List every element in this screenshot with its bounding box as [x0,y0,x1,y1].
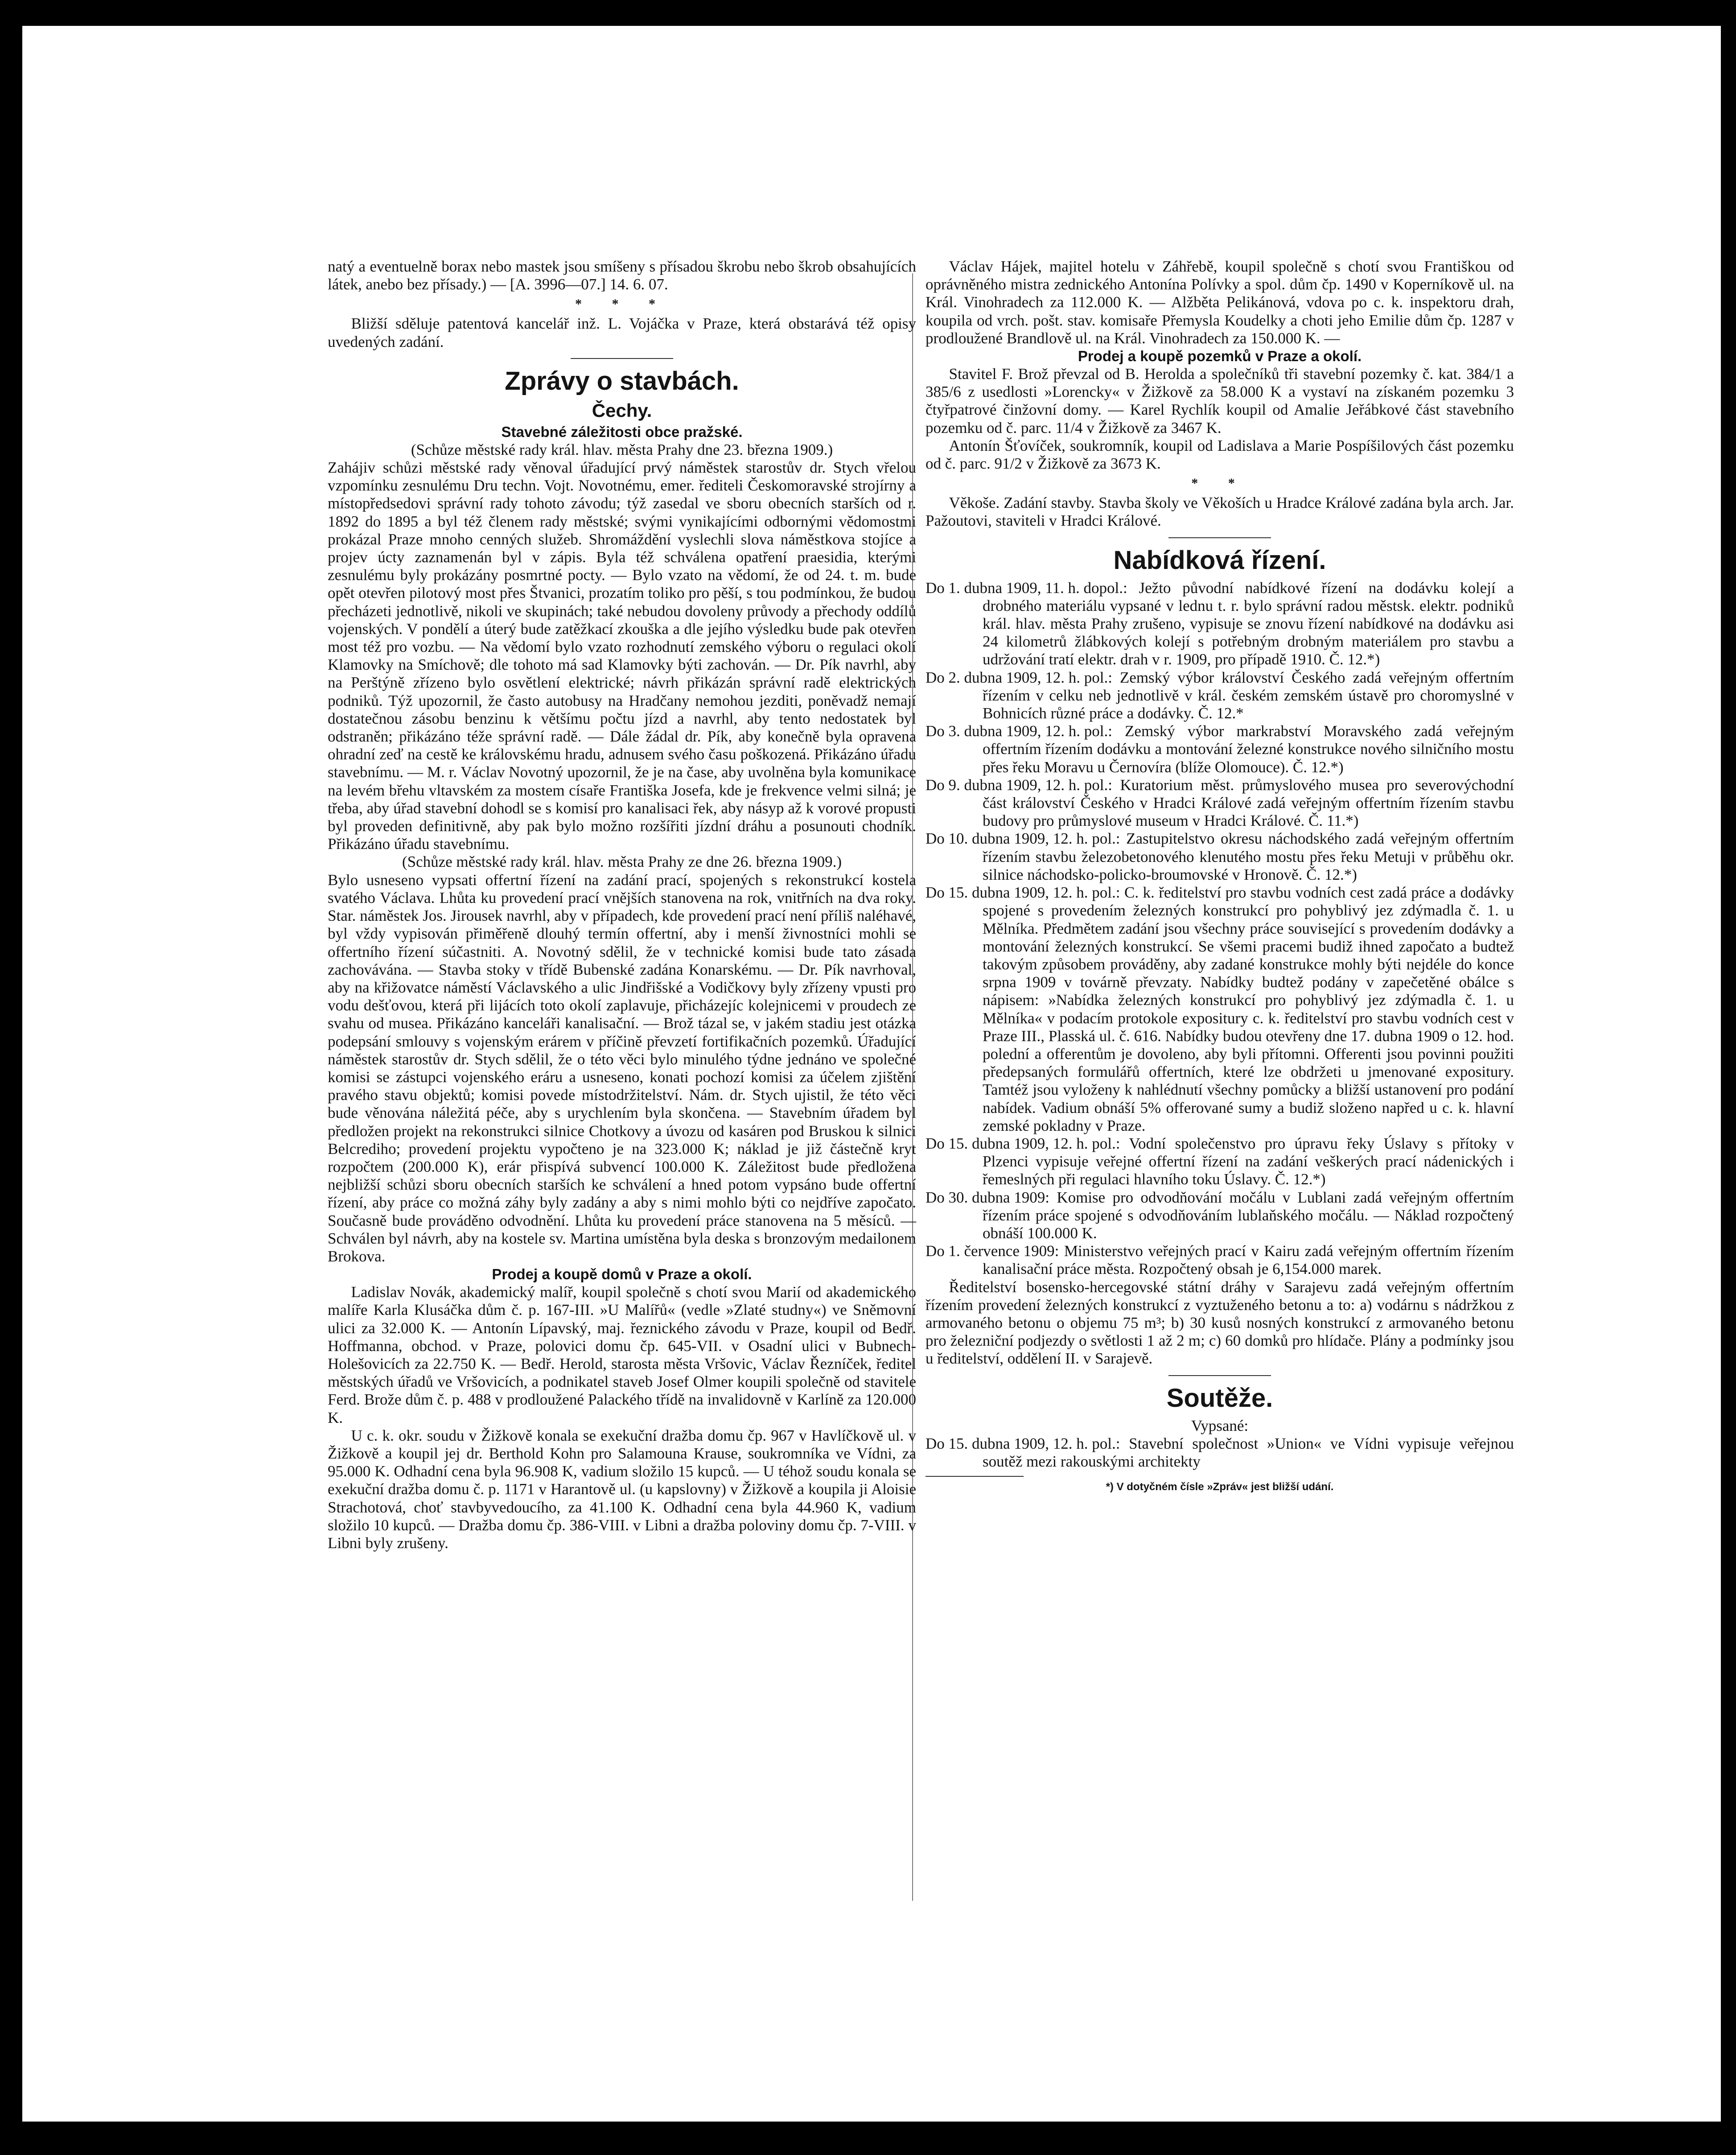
auction-text: U c. k. okr. soudu v Žižkově konala se exekuční dražba domu čp. 967 v Havlíčkově ul. v Žižkově a koupil jej dr. Berthold Kohn pro Salamouna Krause, soukromníka ve Vídni, za 95.000 K. Odhadní cena byla 96.908 K, vadium složilo 15 kupců. — U téhož soudu konala se exekuční dražba domu č. p. 1171 v Harantově ul. (u kapslovny) v Žižkově a koupila ji Aloisie Strachotová, choť stavbyvedoucího, za 41.100 K. Odhadní cena byla 44.960 K, vadium složilo 10 kupců. — Dražba domu čp. 386-VIII. v Libni a dražba poloviny domu čp. 7-VIII. v Libni byly zrušeny. [328,1426,916,1552]
heading-prodej-pozemku: Prodej a koupě pozemků v Praze a okolí. [1078,348,1362,365]
stovicek-paragraph: Antonín Šťovíček, soukromník, koupil od Ladislava a Marie Pospíšilových část pozemku od č. parc. 91/2 v Žižkově za 3673 K. [926,437,1514,473]
heading-zpravy: Zprávy o stavbách. [505,366,739,396]
heading-prodej-domu: Prodej a koupě domů v Praze a okolí. [492,1266,752,1283]
tender-date: Do 3. dubna 1909, 12. h. pol.: [926,722,1113,740]
session-1-text: Zahájiv schůzi městské rady věnoval úřadující prvý náměstek starostův dr. Stych vřelou vzpomínku zesnulému Dru techn. Vojt. Novotnému, emer. řediteli Českomoravské strojírny a místopředsedovi správní rady tohoto závodu; týž zasedal ve sboru obecních starších od r. 1892 do 1895 a byl též členem rady městské; svými vynikajícími odbornými vědomostmi prokázal Praze mnoho cenných služeb. Shromáždění vyslechli slova náměstkova stojíce a projev úcty zaznamenán byl v zápis. Byla též schválena opatření praesidia, kterými zesnulému byly prokázány posmrtné pocty. — Bylo vzato na vědomí, že od 24. t. m. bude opět otevřen pilotový most přes Štvanici, prozatím toliko pro pěší, s tou podmínkou, že budou přecházeti jednotlivě, nikoli ve skupinách; také nebudou dovoleny průvody a přechody oddílů vojenských. V pondělí a úterý bude zatěžkací zkouška a dle jejího výsledku bude pak otevřen most též pro vozbu. — Na vědomí bylo vzato rozhodnutí zemského výboru o regulaci okolí Klamovky na Smíchově; dle tohoto má sad Klamovky býti zachován. — Dr. Pík navrhl, aby na Perštýně zřízeno bylo osvětlení elektrické; návrh přikázán správní radě elektrických podniků. Týž upozornil, že často autobusy na Hradčany nemohou jezditi, poněvadž nemají dostatečnou zásobu benzinu k většímu počtu jízd a navrhl, aby tento nedostatek byl odstraněn; přikázáno téže správní radě. — Dále žádal dr. Pík, aby konečně byla opravena ohradní zeď na cestě ke královskému hradu, adnusem svého času poškozená. Přikázáno úřadu stavebnímu. — M. r. Václav Novotný upozornil, že je na čase, aby uvolněna byla komunikace na levém břehu vltavském za mostem císaře Františka Josefa, kde je frekvence velmi silná; je třeba, aby úřad stavební dohodl se s komisí pro kanalisaci řek, aby násyp až k vorové propusti byl proveden definitivně, aby pak bylo možno rozšířiti jízdní dráhu a posunouti chodník. Přikázáno úřadu stavebnímu. [328,459,916,853]
tender-date: Do 15. dubna 1909, 12. h. pol.: [926,1134,1120,1152]
tender-text: Komise pro odvodňování močálu v Lublani zadá veřejným offertním řízením práce spojené s odvodňováním lublaňského močálu. — Náklad rozpočtený obnáší 100.000 K. [983,1188,1514,1242]
tender-date: Do 1. července 1909: [926,1242,1059,1260]
tender-entry [926,884,1514,1135]
competition-date: Do 15. dubna 1909, 12. h. pol.: [926,1434,1120,1452]
tender-date: Do 9. dubna 1909, 12. h. pol.: [926,776,1113,794]
tender-entry [926,1242,1514,1278]
tender-entry [926,1189,1514,1243]
session-2-heading: (Schůze městské rady král. hlav. města Prahy ze dne 26. března 1909.) [402,853,842,871]
tender-entry [926,722,1514,776]
tender-date: Do 10. dubna 1909, 12. h. pol.: [926,830,1120,848]
tender-date: Do 30. dubna 1909: [926,1188,1050,1206]
heading-cechy: Čechy. [592,400,652,421]
tender-text: Kuratorium měst. průmyslového musea pro severovýchodní část království Českého v Hradci Králové zadá veřejným offertním řízením stavbu budovy pro průmyslové museum v Hradci Králové. Č. 11.*) [983,776,1514,830]
tender-text: Ježto původní nabídkové řízení na dodávku kolejí a drobného materiálu vypsané v lednu t. r. bylo správní radou městsk. elektr. podniků král. hlav. města Prahy zrušeno, vypisuje se znovu řízení nabídkové na dodávku asi 24 kilometrů žlábkových kolejí s potřebným drobným materiálem pro stavbu a udržování tratí elektr. drah v r. 1909, pro případě 1910. Č. 12.*) [983,579,1514,668]
section-stars: * * [1191,476,1248,491]
competition-text: Stavební společnost »Union« ve Vídni vypisuje veřejnou soutěž mezi rakouskými architekty [983,1434,1514,1470]
hajek-paragraph: Václav Hájek, majitel hotelu v Záhřebě, koupil společně s chotí svou Františkou od oprávněného mistra zednického Antonína Polívky a spol. dům čp. 1490 v Koperníkově ul. na Král. Vinohradech za 112.000 K. — Alžběta Pelikánová, vdova po c. k. inspektoru drah, koupila od vrch. pošt. stav. komisaře Přemysla Koudelky a choti jeho Emilie dům čp. 1287 v prodloužené Brandlově ul. na Král. Vinohradech za 150.000 K. — [926,258,1514,347]
session-2-text: Bylo usneseno vypsati offertní řízení na zadání prací, spojených s rekonstrukcí kostela svatého Václava. Lhůta ku provedení prací vnějších stanovena na rok, vnitřních na dva roky. Star. náměstek Jos. Jirousek navrhl, aby v případech, kde provedení prací není příliš naléhavé, byl vždy vypisován přiměřeně dlouhý termín offertní, aby i menší živnostníci mohli se offertního řízení súčastniti. A. Novotný sdělil, že v technické komisi bude tato zásada zachovávána. — Stavba stoky v třídě Bubenské zadána Konarskému. — Dr. Pík navrhoval, aby na křižovatce náměstí Václavského a ulic Jindřišské a Vodičkovy byly zřízeny vpusti pro vodu dešťovou, která při lijácích toto okolí zaplavuje, přicházejíc kolejnicemi v proudech ze svahu od musea. Přikázáno kanceláři kanalisační. — Brož tázal se, v jakém stadiu jest otázka podepsání smlouvy s vojenským erárem v příčině převzetí fortifikačních pozemků. Úřadující náměstek starostův dr. Stych sdělil, že o této věci bylo minulého týdne jednáno ve společné komisi se zástupci vojenského eráru a usneseno, konati pochozí komisi za účelem zjištění pravého stavu objektů; komisi povede místodržitelství. Nám. dr. Stych ujistil, že této věci bude věnována náležitá péče, aby s urychlením byla skončena. — Stavebním úřadem byl předložen projekt na rekonstrukci silnice Chotkovy a úvozu od kasáren pod Bruskou k silnici Belcrediho; provedení projektu vypočteno je na 323.000 K; náklad je již částečně kryt rozpočtem (200.000 K), erár přispívá subvencí 100.000 K. Záležitost bude předložena nejbližší schůzi sboru obecních starších ke schválení a hned potom vypsáno bude offertní řízení, aby práce co možná záhy byly zadány a aby s nimi mohlo býti co nejdříve započato. Současně bude prováděno odvodnění. Lhůta ku provedení práce stanovena na 5 měsíců. — Schválen byl návrh, aby na kostele sv. Martina umístěna byla deska s bronzovým medailonem Brokova. [328,871,916,1265]
section-rule [1168,537,1271,538]
tender-text: C. k. ředitelství pro stavbu vodních cest zadá práce a dodávky spojené s provedením železných konstrukcí pro pohyblivý jez zdýmadla č. 1. u Mělníka. Předmětem zadání jsou všechny práce související s provedením dodávky a montování železných konstrukcí. Se všemi pracemi budiž ihned započato a budtež takovým způsobem prováděny, aby zadané konstrukce mohly býti nejdéle do konce srpna 1909 v továrně převzaty. Nabídky budtež podány v zapečetěné obálce s nápisem: »Nabídka železných konstrukcí pro pohyblivý jez zdýmadla č. 1. u Mělníka« v podacím protokole expositury c. k. ředitelství pro stavbu vodních cest v Praze III., Plasská ul. č. 616. Nabídky budou otevřeny dne 17. dubna 1909 o 12. hod. polední a offerentům je dovoleno, aby byli přítomni. Offerenti jsou povinni použiti předepsaných formulářů offertních, které lze obdržeti u jmenované expositury. Tamtéž jsou vyloženy k nahlédnutí všechny pomůcky a bližší ustanovení pro podání nabídek. Vadium obnáší 5% offerované sumy a budiž složeno napřed u c. k. hlavní zemské pokladny v Praze. [983,884,1514,1134]
footnote: *) V dotyčném čísle »Zpráv« jest bližší udání. [1106,1481,1334,1493]
tender-date: Do 15. dubna 1909, 12. h. pol.: [926,884,1120,902]
tender-entry [926,1135,1514,1189]
session-1-heading: (Schůze městské rady král. hlav. města Prahy dne 23. března 1909.) [411,441,833,458]
land-sales-text: Stavitel F. Brož převzal od B. Herolda a společníků tři stavební pozemky č. kat. 384/1 a 385/6 z usedlosti »Lorencky« v Žižkově za 58.000 K a vystaví na získaném pozemku 3 čtyřpatrové činžovní domy. — Karel Rychlík koupil od Amalie Jeřábkové část stavebního pozemku od č. parc. 11/4 v Žižkově za 3467 K. [926,365,1514,437]
intro-paragraph: natý a eventuelně borax nebo mastek jsou smíšeny s přísadou škrobu nebo škrob obsahujících látek, anebo bez přísady.) — [A. 3996—07.] 14. 6. 07. [328,258,916,293]
tender-entry [926,579,1514,669]
vekose-paragraph: Věkoše. Zadání stavby. Stavba školy ve Věkoších u Hradce Králové zadána byla arch. Jar. Pažoutovi, staviteli v Hradci Králové. [926,494,1514,530]
tender-entry [926,669,1514,723]
heading-souteze: Soutěže. [1166,1383,1273,1413]
vypsane-label: Vypsané: [1191,1417,1249,1434]
tender-text: Zemský výbor markrabství Moravského zadá veřejným offertním řízením dodávku a montování železné konstrukce nového silničního mostu přes řeku Moravu u Černovíra (blíže Olomouce). Č. 12.*) [983,722,1514,776]
sarajevo-paragraph: Ředitelství bosensko-hercegovské státní dráhy v Sarajevu zadá veřejným offertním řízením provedení železných konstrukcí z vyztuženého betonu a to: a) vodárnu s nádržkou z armovaného betonu o objemu 75 m³; b) 30 kusů nosných konstrukcí z armovaného betonu pro železniční podjezdy o světlosti 1 až 2 m; c) 60 domků pro hlídače. Plány a podmínky jsou u ředitelství, oddělení II. v Sarajevě. [926,1278,1514,1368]
patent-paragraph: Bližší sděluje patentová kancelář inž. L. Vojáčka v Praze, která obstarává též opisy uvedených zadání. [328,315,916,350]
house-sales-text: Ladislav Novák, akademický malíř, koupil společně s chotí svou Marií od akademického malíře Karla Klusáčka dům č. p. 167-III. »U Malířů« (vedle »Zlaté studny«) ve Sněmovní ulici za 32.000 K. — Antonín Lípavský, maj. řeznického závodu v Praze, koupil od Bedř. Hoffmanna, obchod. v Praze, polovici domu čp. 645-VII. v Osadní ulici v Bubnech-Holešovicích za 22.750 K. — Bedř. Herold, starosta města Vršovic, Václav Řezníček, ředitel městských úřadů ve Vršovicích, a podnikatel staveb Josef Olmer koupili společně od stavitele Ferd. Brože dům č. p. 488 v prodloužené Palackého třídě na invalidovně v Karlíně za 120.000 K. [328,1283,916,1426]
newspaper-page [22,26,1721,2122]
section-rule [571,358,673,359]
heading-stavebne: Stavebné záležitosti obce pražské. [501,423,743,440]
tender-text: Vodní společenstvo pro úpravu řeky Úslavy s přítoky v Plzenci vypisuje veřejné offertní řízení na zadání veškerých prací nádenických i řemeslných při regulaci hlavního toku Úslavy. Č. 12.*) [983,1134,1514,1188]
tender-entry [926,776,1514,830]
tender-entry [926,830,1514,884]
section-stars: * * * [575,297,669,312]
tender-date: Do 1. dubna 1909, 11. h. dopol.: [926,579,1127,597]
section-rule [1168,1375,1271,1376]
right-column [926,258,1514,1494]
left-column [328,258,916,1552]
tender-text: Zastupitelstvo okresu náchodského zadá veřejným offertním řízením stavbu železobetonového klenutého mostu přes řeku Metuji v průběhu okr. silnice náchodsko-policko-broumovské v Hronově. Č. 12.*) [983,830,1514,883]
tender-text: Zemský výbor království Českého zadá veřejným offertním řízením v celku neb jednotlivě v král. českém zemském ústavě pro choromyslné v Bohnicích různé práce a dodávky. Č. 12.* [983,668,1514,722]
tender-date: Do 2. dubna 1909, 12. h. pol.: [926,668,1113,686]
footnote-rule [926,1476,1024,1477]
competition-entry [926,1435,1514,1471]
tender-text: Ministerstvo veřejných prací v Kairu zadá veřejným offertním řízením kanalisační práce města. Rozpočtený obsah je 6,154.000 marek. [983,1242,1514,1278]
heading-nabidkova: Nabídková řízení. [1113,545,1326,575]
